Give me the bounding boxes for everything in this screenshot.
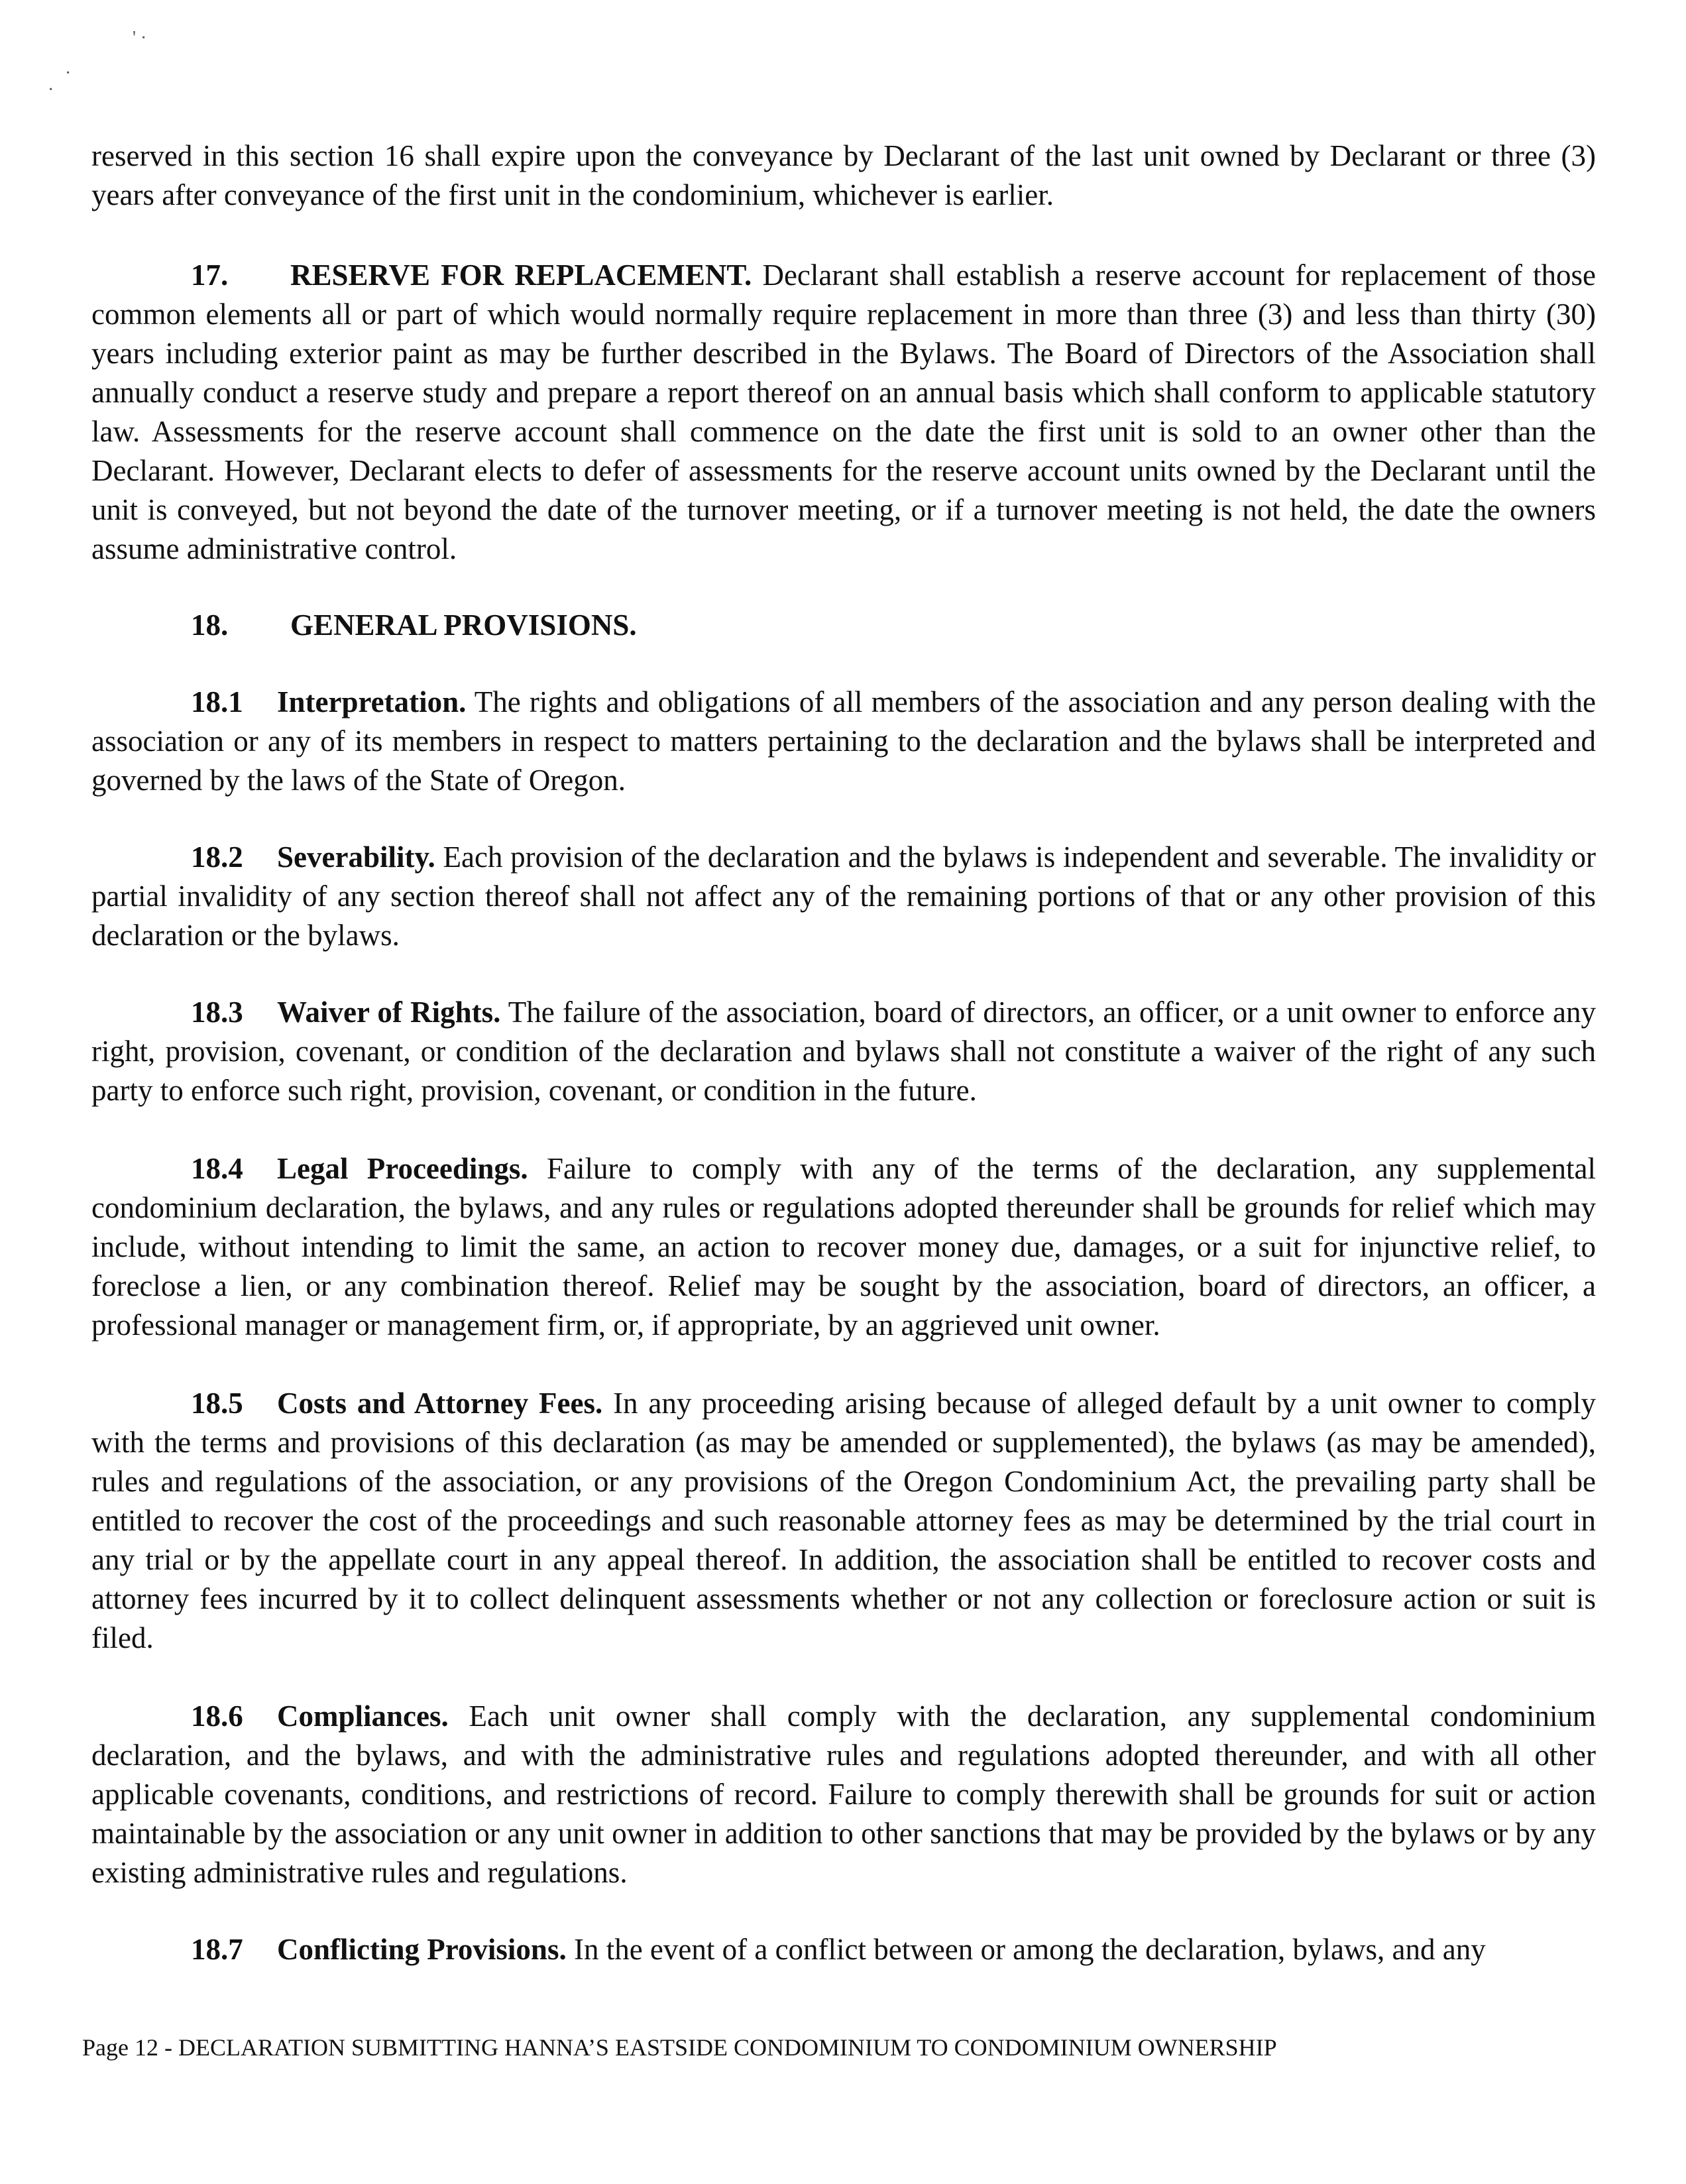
section-number: 18.1 (191, 685, 243, 718)
section-text: The failure of the association, board of directors, an officer, or a unit owner to enforce any right, provision, covenant, or condition of the declaration and bylaws shall not constitute a waiver of the right of any such party to enforce such right, provision, covenant, or condition in the future. (91, 996, 1596, 1107)
section-text: Each unit owner shall comply with the declaration, any supplemental condominium declaration, and the bylaws, and with the administrative rules and regulations adopted thereunder, and with all other applicable covenants, conditions, and restrictions of record. Failure to comply therewith shall be grounds for suit or action maintainable by the association or any unit owner in addition to other sanctions that may be provided by the bylaws or by any existing administrative rules and regulations. (91, 1699, 1596, 1889)
section-text: Declarant shall establish a reserve account for replacement of those common elements all or part of which would normally require replacement in more than three (3) and less than thirty (30) years including exterior paint as may be further described in the Bylaws. The Board of Directors of the Association shall annually conduct a reserve study and prepare a report thereof on an annual basis which shall conform to applicable statutory law. Assessments for the reserve account shall commence on the date the first unit is sold to an owner other than the Declarant. However, Declarant elects to defer of assessments for the reserve account units owned by the Declarant until the unit is conveyed, but not beyond the date of the turnover meeting, or if a turnover meeting is not held, the date the owners assume administrative control. (91, 259, 1596, 565)
section-heading: RESERVE FOR REPLACEMENT. (290, 259, 752, 292)
page-footer: Page 12 - DECLARATION SUBMITTING HANNA’S EASTSIDE CONDOMINIUM TO CONDOMINIUM OWNERSHIP (82, 2034, 1277, 2061)
section-text: The rights and obligations of all members of the association and any person dealing with the association or any of its members in respect to matters pertaining to the declaration and the bylaws shall be interpreted and governed by the laws of the State of Oregon. (91, 685, 1596, 797)
section-heading: Conflicting Provisions. (277, 1933, 567, 1966)
section-number: 18.5 (191, 1387, 243, 1420)
scan-mark: · (48, 80, 54, 100)
section-heading: Costs and Attorney Fees. (277, 1387, 603, 1420)
section-18-6 (91, 1697, 1596, 1892)
continuation-paragraph: reserved in this section 16 shall expire upon the conveyance by Declarant of the last unit owned by Declarant or three (3) years after conveyance of the first unit in the condominium, whichever is earlier. (91, 139, 1596, 211)
section-number: 17. (191, 259, 229, 292)
section-18-7 (91, 1930, 1596, 1969)
section-heading: Severability. (277, 840, 435, 874)
section-text: Failure to comply with any of the terms of the declaration, any supplemental condominium declaration, the bylaws, and any rules or regulations adopted thereunder shall be grounds for relief which may include, without intending to limit the same, an action to recover money due, damages, or a suit for injunctive relief, to foreclose a lien, or any combination thereof. Relief may be sought by the association, board of directors, an officer, a professional manager or management firm, or, if appropriate, by an aggrieved unit owner. (91, 1152, 1596, 1342)
scan-mark: · (65, 63, 72, 84)
section-heading: Compliances. (277, 1699, 449, 1733)
section-18-3 (91, 993, 1596, 1110)
section-heading: Legal Proceedings. (277, 1152, 528, 1185)
section-number: 18.2 (191, 840, 243, 874)
section-number: 18. (191, 608, 229, 642)
section-18-4 (91, 1149, 1596, 1345)
section-number: 18.6 (191, 1699, 243, 1733)
scan-mark: ' · (133, 28, 147, 48)
section-number: 18.4 (191, 1152, 243, 1185)
section-18-5 (91, 1384, 1596, 1658)
section-18-2 (91, 838, 1596, 955)
section-heading: Waiver of Rights. (277, 996, 501, 1029)
section-number: 18.3 (191, 996, 243, 1029)
section-text: In any proceeding arising because of alleged default by a unit owner to comply with the terms and provisions of this declaration (as may be amended or supplemented), the bylaws (as may be amended), rules and regulations of the association, or any provisions of the Oregon Condominium Act, the prevailing party shall be entitled to recover the cost of the proceedings and such reasonable attorney fees as may be determined by the trial court in any trial or by the appellate court in any appeal thereof. In addition, the association shall be entitled to recover costs and attorney fees incurred by it to collect delinquent assessments whether or not any collection or foreclosure action or suit is filed. (91, 1387, 1596, 1654)
section-heading: GENERAL PROVISIONS. (290, 608, 637, 642)
section-number: 18.7 (191, 1933, 243, 1966)
section-17 (91, 256, 1596, 569)
section-text: Each provision of the declaration and the bylaws is independent and severable. The invalidity or partial invalidity of any section thereof shall not affect any of the remaining portions of that or any other provision of this declaration or the bylaws. (91, 840, 1596, 952)
section-18 (91, 606, 1596, 645)
section-18-1 (91, 683, 1596, 800)
section-heading: Interpretation. (277, 685, 467, 718)
section-text: In the event of a conflict between or among the declaration, bylaws, and any (566, 1933, 1486, 1966)
